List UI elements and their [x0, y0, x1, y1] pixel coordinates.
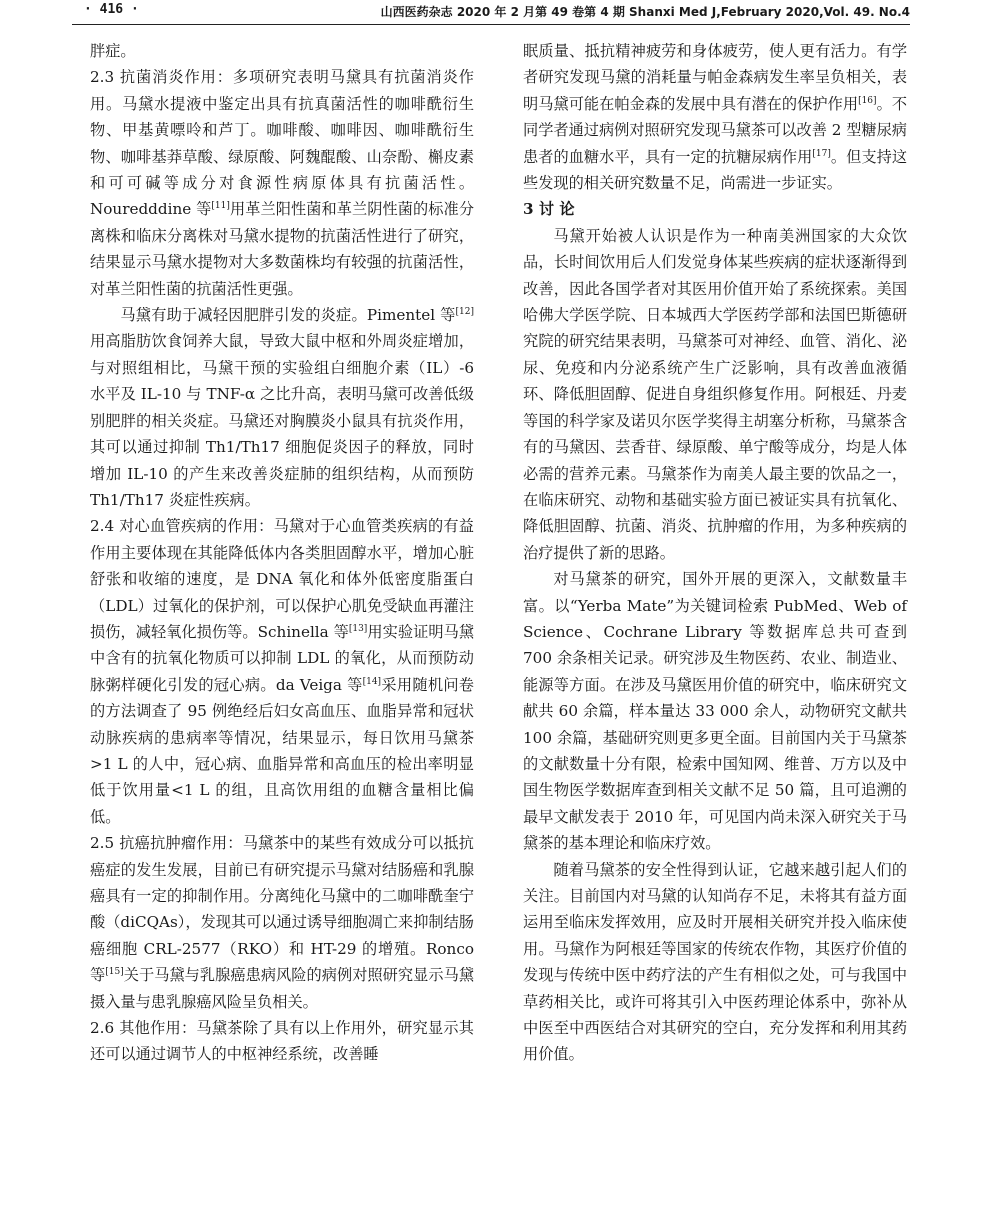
page-number: · 416 · [84, 2, 139, 17]
discussion-paragraph-2: 对马黛茶的研究，国外开展的更深入，文献数量丰富。以“Yerba Mate”为关键词检索 PubMed、Web of Science、Cochrane Library 等数据库总共可查到 700 余条相关记录。研究涉及生物医药、农业、制造业、能源等方面。在涉及马黛医用价值的研究中，临床研究文献共 60 余篇，样本量达 33 000 余人，动物研究文献共 100 余篇，基础研究则更多更全面。目前国内关于马黛茶的文献数量十分有限，检索中国知网、维普、万方以及中国生物医学数据库查到相关文献不足 50 篇，且可追溯的最早文献发表于 2010 年，可见国内尚未深入研究关于马黛茶的基本理论和临床疗效。 [523, 570, 907, 853]
journal-citation: 山西医药杂志 2020 年 2 月第 49 卷第 4 期 Shanxi Med J,February 2020,Vol. 49. No.4 [380, 5, 910, 19]
right-column [523, 38, 907, 1068]
left-column [90, 38, 474, 1068]
discussion-paragraph-1: 马黛开始被人认识是作为一种南美洲国家的大众饮品，长时间饮用后人们发觉身体某些疾病的症状逐渐得到改善，因此各国学者对其医用价值开始了系统探索。美国哈佛大学医学院、日本城西大学医药学部和法国巴斯德研究院的研究结果表明，马黛茶可对神经、血管、消化、泌尿、免疫和内分泌系统产生广泛影响，具有改善血液循环、降低胆固醇、促进自身组织修复作用。阿根廷、丹麦等国的科学家及诺贝尔医学奖得主胡塞分析称，马黛茶含有的马黛因、芸香苷、绿原酸、单宁酸等成分，均是人体必需的营养元素。马黛茶作为南美人最主要的饮品之一，在临床研究、动物和基础实验方面已被证实具有抗氧化、降低胆固醇、抗菌、消炎、抗肿瘤的作用，为多种疾病的治疗提供了新的思路。 [523, 226, 907, 562]
section-2-4-cardiovascular: 2.4 对心血管疾病的作用：马黛对于心血管类疾病的有益作用主要体现在其能降低体内各类胆固醇水平，增加心脏舒张和收缩的速度，是 DNA 氧化和体外低密度脂蛋白（LDL）过氧化的保护剂，可以保护心肌免受缺血再灌注损伤，减轻氧化损伤等。Schinella 等[13]用实验证明马黛中含有的抗氧化物质可以抑制 LDL 的氧化，从而预防动脉粥样硬化引发的冠心病。da Veiga 等[14]采用随机问卷的方法调查了 95 例绝经后妇女高血压、血脂异常和冠状动脉疾病的患病率等情况，结果显示，每日饮用马黛茶>1 L 的人中，冠心病、血脂异常和高血压的检出率明显低于饮用量<1 L 的组，且高饮用组的血糖含量相比偏低。 [90, 517, 475, 826]
section-2-3-antibacterial: 2.3 抗菌消炎作用：多项研究表明马黛具有抗菌消炎作用。马黛水提液中鉴定出具有抗真菌活性的咖啡酰衍生物、甲基黄嘌呤和芦丁。咖啡酸、咖啡因、咖啡酰衍生物、咖啡基莽草酸、绿原酸、阿魏醌酸、山奈酚、槲皮素和可可碱等成分对食源性病原体具有抗菌活性。Nouredddine 等[11]用革兰阳性菌和革兰阴性菌的标准分离株和临床分离株对马黛水提物的抗菌活性进行了研究，结果显示马黛水提物对大多数菌株均有较强的抗菌活性，对革兰阳性菌的抗菌活性更强。 [90, 68, 475, 298]
section-2-6-other: 2.6 其他作用：马黛茶除了具有以上作用外，研究显示其还可以通过调节人的中枢神经系统，改善睡 [90, 1019, 474, 1064]
citation-13: [13] [348, 623, 368, 634]
section-2-5-anticancer: 2.5 抗癌抗肿瘤作用：马黛茶中的某些有效成分可以抵抗癌症的发生发展，目前已有研究提示马黛对结肠癌和乳腺癌具有一定的抑制作用。分离纯化马黛中的二咖啡酰奎宁酸（diCQAs），发现其可以通过诱导细胞凋亡来抑制结肠癌细胞 CRL-2577（RKO）和 HT-29 的增殖。Ronco 等[15]关于马黛与乳腺癌患病风险的病例对照研究显示马黛摄入量与患乳腺癌风险呈负相关。 [90, 834, 475, 1011]
running-header [72, 0, 910, 25]
citation-14: [14] [362, 676, 382, 687]
citation-11: [11] [211, 201, 230, 212]
section-3-heading: 3 讨 论 [523, 200, 575, 219]
paragraph-continuation: 胖症。 [90, 42, 136, 60]
discussion-paragraph-3: 随着马黛茶的安全性得到认证，它越来越引起人们的关注。目前国内对马黛的认知尚存不足，未将其有益方面运用至临床发挥效用，应及时开展相关研究并投入临床使用。马黛作为阿根廷等国家的传统农作物，其医疗价值的发现与传统中医中药疗法的产生有相似之处，可与我国中草药相关比，或许可将其引入中医药理论体系中，弥补从中医至中西医结合对其研究的空白，充分发挥和利用其药用价值。 [523, 860, 907, 1064]
citation-16: [16] [858, 95, 877, 106]
paragraph-inflammation: 马黛有助于减轻因肥胖引发的炎症。Pimentel 等[12]用高脂肪饮食饲养大鼠，导致大鼠中枢和外周炎症增加，与对照组相比，马黛干预的实验组白细胞介素（IL）-6 水平及 IL-10 与 TNF-α 之比升高，表明马黛可改善低级别肥胖的相关炎症。马黛还对胸膜炎小鼠具有抗炎作用，其可以通过抑制 Th1/Th17 细胞促炎因子的释放，同时增加 IL-10 的产生来改善炎症肺的组织结构，从而预防 Th1/Th17 炎症性疾病。 [90, 306, 474, 509]
paragraph-continuation-right: 眠质量、抵抗精神疲劳和身体疲劳，使人更有活力。有学者研究发现马黛的消耗量与帕金森病发生率呈负相关，表明马黛可能在帕金森的发展中具有潜在的保护作用[16]。不同学者通过病例对照研究发现马黛茶可以改善 2 型糖尿病患者的血糖水平，具有一定的抗糖尿病作用[17]。但支持这些发现的相关研究数量不足，尚需进一步证实。 [523, 42, 908, 193]
citation-12: [12] [455, 307, 474, 317]
citation-15: [15] [105, 967, 124, 978]
citation-17: [17] [812, 148, 831, 159]
